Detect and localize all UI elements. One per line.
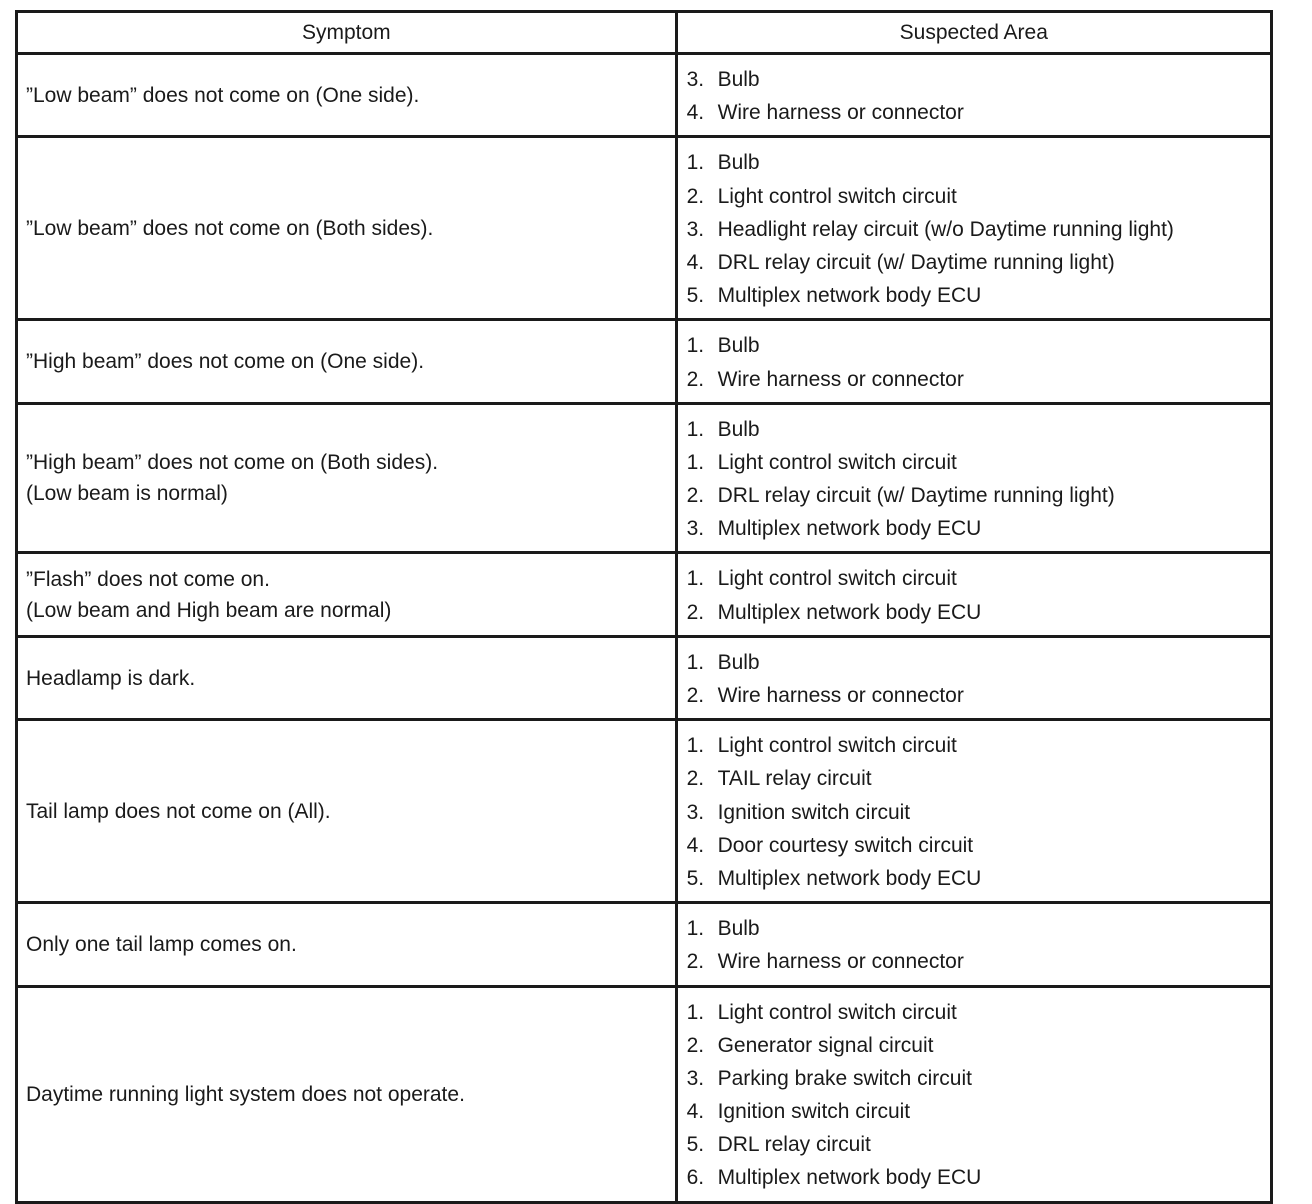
- list-item-text: Bulb: [717, 417, 760, 441]
- list-item-text: Bulb: [717, 650, 760, 674]
- list-item: [687, 1128, 1270, 1161]
- list-item-number: 6.: [686, 1166, 705, 1190]
- list-item: [687, 180, 1270, 213]
- table-row: [17, 720, 1272, 903]
- list-item: [687, 562, 1270, 595]
- suspected-area-list: [687, 562, 1270, 628]
- list-item-number: 3.: [686, 68, 705, 91]
- list-item-number: 2.: [686, 1033, 705, 1057]
- symptom-text: ”Flash” does not come on.: [26, 567, 270, 591]
- suspected-area-list: [687, 63, 1270, 129]
- table-row: [17, 553, 1272, 636]
- list-item: [687, 96, 1270, 129]
- list-item-number: 2.: [686, 484, 705, 508]
- suspected-area-cell: [676, 720, 1271, 903]
- table-row: [17, 403, 1272, 553]
- list-item-number: 2.: [686, 367, 705, 391]
- list-item-text: Multiplex network body ECU: [717, 517, 982, 541]
- list-item: [687, 912, 1270, 945]
- suspected-area-cell: [676, 320, 1271, 403]
- list-item-text: Door courtesy switch circuit: [717, 833, 974, 857]
- list-item-text: Light control switch circuit: [717, 1000, 957, 1024]
- list-item: [687, 646, 1270, 679]
- symptom-text: ”High beam” does not come on (Both sides).: [26, 451, 439, 475]
- list-item-text: Wire harness or connector: [717, 367, 964, 391]
- list-item-number: 1.: [686, 151, 705, 175]
- table-row: [17, 903, 1272, 986]
- list-item-text: Bulb: [717, 334, 760, 358]
- list-item: [687, 146, 1270, 179]
- symptom-cell: [17, 553, 677, 636]
- list-item-number: 2.: [686, 767, 705, 791]
- list-item-text: Light control switch circuit: [717, 450, 957, 474]
- suspected-area-list: [687, 646, 1270, 712]
- symptom-column-header: Symptom: [17, 12, 677, 54]
- list-item-text: DRL relay circuit (w/ Daytime running light): [717, 250, 1115, 274]
- symptom-cell: [17, 636, 677, 719]
- suspected-area-list: [687, 996, 1270, 1195]
- list-item-text: Ignition switch circuit: [717, 1100, 911, 1124]
- list-item: [687, 479, 1270, 512]
- list-item: [687, 679, 1270, 712]
- list-item-number: 3.: [686, 1066, 705, 1090]
- symptom-cell: [17, 986, 677, 1202]
- list-item-text: Wire harness or connector: [717, 950, 964, 974]
- list-item-number: 2.: [686, 184, 705, 208]
- list-item-number: 2.: [686, 600, 705, 624]
- list-item: [687, 413, 1270, 446]
- list-item-text: Bulb: [717, 917, 760, 941]
- list-item: [687, 1161, 1270, 1194]
- symptom-text: Headlamp is dark.: [26, 666, 196, 690]
- suspected-area-list: [687, 912, 1270, 978]
- list-item-number: 1.: [686, 917, 705, 941]
- list-item-text: Bulb: [717, 151, 760, 175]
- list-item: [687, 729, 1270, 762]
- symptom-cell: [17, 903, 677, 986]
- symptom-cell: [17, 137, 677, 320]
- list-item: [687, 945, 1270, 978]
- list-item-number: 2.: [686, 684, 705, 707]
- list-item-number: 3.: [686, 800, 705, 824]
- suspected-area-cell: [676, 636, 1271, 719]
- list-item: [687, 762, 1270, 795]
- suspected-area-cell: [676, 54, 1271, 137]
- list-item-number: 5.: [686, 1133, 705, 1157]
- list-item: [687, 446, 1270, 479]
- table-row: [17, 636, 1272, 719]
- suspected-area-cell: [676, 986, 1271, 1202]
- list-item-number: 4.: [686, 833, 705, 857]
- symptom-text: Daytime running light system does not operate.: [26, 1082, 465, 1106]
- suspected-area-list: [687, 329, 1270, 395]
- symptom-cell: [17, 54, 677, 137]
- list-item: [687, 512, 1270, 545]
- list-item-text: Multiplex network body ECU: [717, 284, 982, 308]
- suspected-area-cell: [676, 403, 1271, 553]
- list-item-number: 1.: [686, 734, 705, 758]
- symptom-cell: [17, 320, 677, 403]
- list-item-number: 4.: [686, 101, 705, 125]
- suspected-area-cell: [676, 553, 1271, 636]
- list-item-number: 1.: [686, 567, 705, 591]
- list-item-text: Headlight relay circuit (w/o Daytime running light): [717, 217, 1174, 241]
- list-item-number: 1.: [686, 417, 705, 441]
- list-item-text: Light control switch circuit: [717, 734, 957, 758]
- symptom-text: (Low beam is normal): [26, 482, 228, 506]
- table-row: [17, 137, 1272, 320]
- symptom-cell: [17, 720, 677, 903]
- suspected-area-cell: [676, 903, 1271, 986]
- list-item-number: 1.: [686, 334, 705, 358]
- list-item-number: 4.: [686, 1100, 705, 1124]
- list-item-text: Light control switch circuit: [717, 567, 957, 591]
- troubleshooting-table: [15, 10, 1273, 1204]
- list-item: [687, 1029, 1270, 1062]
- symptom-text: Tail lamp does not come on (All).: [26, 799, 331, 823]
- list-item-text: Bulb: [717, 68, 760, 91]
- table-body: [17, 54, 1272, 1203]
- list-item-text: Light control switch circuit: [717, 184, 957, 208]
- list-item-text: Multiplex network body ECU: [717, 866, 982, 890]
- list-item: [687, 796, 1270, 829]
- symptom-text: ”Low beam” does not come on (One side).: [26, 83, 420, 107]
- list-item-number: 3.: [686, 517, 705, 541]
- table-row: [17, 54, 1272, 137]
- suspected-area-list: [687, 729, 1270, 895]
- list-item-text: Ignition switch circuit: [717, 800, 911, 824]
- list-item-text: Multiplex network body ECU: [717, 1166, 982, 1190]
- list-item: [687, 596, 1270, 629]
- suspected-area-column-header: Suspected Area: [676, 12, 1271, 54]
- symptom-text: ”High beam” does not come on (One side).: [26, 350, 425, 373]
- list-item-number: 4.: [686, 250, 705, 274]
- symptom-text: ”Low beam” does not come on (Both sides).: [26, 216, 434, 240]
- list-item-text: Wire harness or connector: [717, 101, 964, 125]
- list-item: [687, 213, 1270, 246]
- list-item-number: 2.: [686, 950, 705, 974]
- list-item-text: DRL relay circuit: [717, 1133, 871, 1157]
- list-item: [687, 829, 1270, 862]
- list-item: [687, 363, 1270, 396]
- suspected-area-list: [687, 146, 1270, 312]
- list-item: [687, 1062, 1270, 1095]
- symptom-text: Only one tail lamp comes on.: [26, 932, 297, 956]
- list-item: [687, 1095, 1270, 1128]
- symptom-cell: [17, 403, 677, 553]
- list-item-text: Multiplex network body ECU: [717, 600, 982, 624]
- suspected-area-cell: [676, 137, 1271, 320]
- list-item: [687, 63, 1270, 96]
- list-item-number: 1.: [686, 450, 705, 474]
- symptom-text: (Low beam and High beam are normal): [26, 598, 392, 622]
- list-item-text: DRL relay circuit (w/ Daytime running light): [717, 484, 1115, 508]
- list-item: [687, 329, 1270, 362]
- list-item-number: 5.: [686, 866, 705, 890]
- list-item: [687, 862, 1270, 895]
- list-item-number: 1.: [686, 650, 705, 674]
- list-item-number: 3.: [686, 217, 705, 241]
- list-item-text: TAIL relay circuit: [717, 767, 872, 791]
- list-item-text: Generator signal circuit: [717, 1033, 934, 1057]
- suspected-area-list: [687, 413, 1270, 546]
- table-row: [17, 320, 1272, 403]
- list-item-text: Wire harness or connector: [717, 684, 964, 707]
- list-item: [687, 246, 1270, 279]
- list-item-number: 1.: [686, 1000, 705, 1024]
- table-header-row: [17, 12, 1272, 54]
- list-item-text: Parking brake switch circuit: [717, 1066, 972, 1090]
- list-item: [687, 996, 1270, 1029]
- list-item: [687, 279, 1270, 312]
- table-row: [17, 986, 1272, 1202]
- list-item-number: 5.: [686, 284, 705, 308]
